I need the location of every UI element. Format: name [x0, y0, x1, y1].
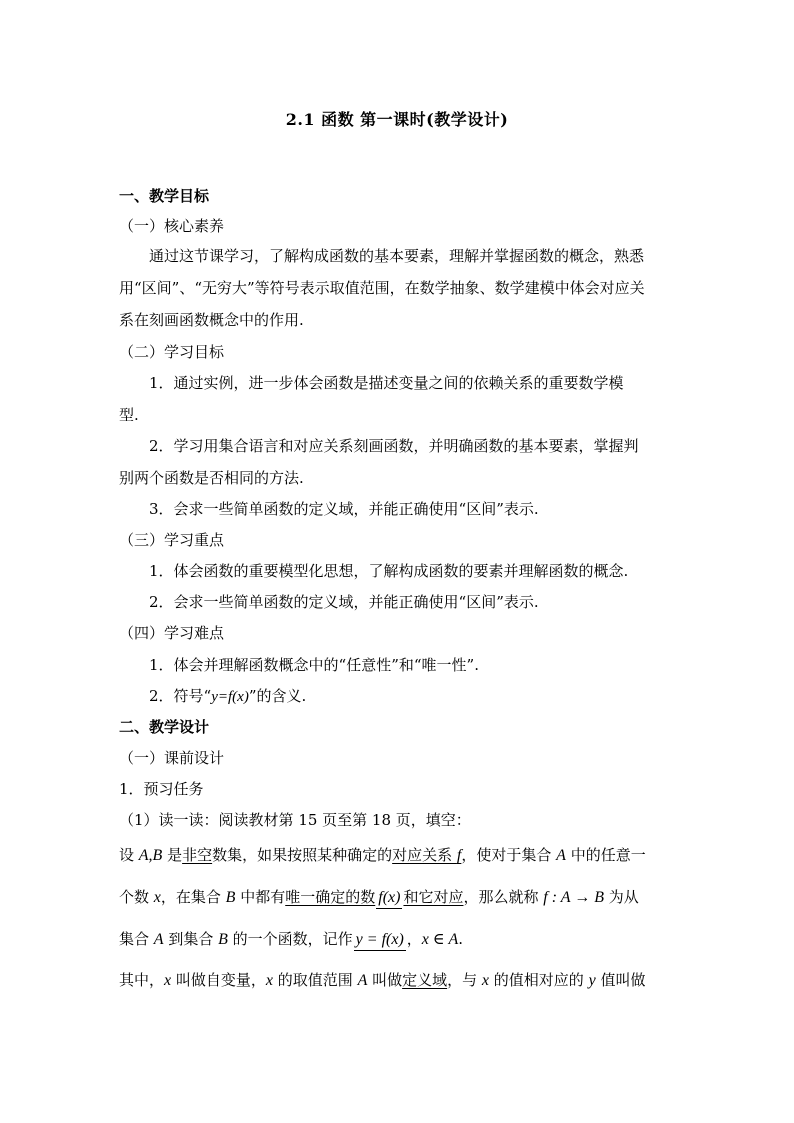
text: 其中， [119, 971, 165, 989]
math-x-in-A: x ∈ A [421, 931, 459, 948]
blank-f-of-x: f(x) [376, 888, 402, 909]
definition-line-2 [119, 887, 639, 909]
subheading-core-literacy: （一）核心素养 [119, 217, 225, 235]
preview-task-heading: 1．预习任务 [119, 780, 204, 798]
definition-line-1 [119, 845, 646, 866]
blank-correspondence [392, 846, 461, 864]
text: 数集，如果按照某种确定的 [212, 846, 393, 864]
text: 值叫做 [595, 971, 646, 989]
text: ，那么就称 [463, 888, 544, 906]
text: ， [406, 930, 422, 948]
math-x: x [265, 972, 274, 989]
text: 叫做自变量， [171, 971, 266, 989]
difficulty-2 [149, 686, 306, 707]
math-x: x [153, 889, 161, 906]
difficulty-2-prefix: 2．符号“ [149, 687, 212, 705]
math-f: f [456, 847, 462, 864]
subheading-learning-goals: （二）学习目标 [119, 343, 225, 361]
blank-corresponds: 和它对应 [403, 888, 464, 906]
subheading-key-points: （三）学习重点 [119, 531, 225, 549]
math-B: B [225, 889, 236, 906]
core-paragraph-line-2: 用“区间”、“无穷大”等符号表示取值范围，在数学抽象、数学建模中体会对应关 [119, 279, 645, 297]
text: 设 [119, 846, 139, 864]
text: 到集合 [163, 930, 219, 948]
key-point-2: 2．会求一些简单函数的定义域，并能正确使用“区间”表示. [149, 593, 539, 611]
definition-line-3 [119, 929, 463, 951]
text: 集合 [119, 930, 154, 948]
blank-domain: 定义域 [402, 971, 448, 989]
text: 的值相对应的 [489, 971, 589, 989]
difficulty-2-suffix: ”的含义. [248, 687, 307, 705]
math-A: A [556, 847, 566, 864]
text: ，在集合 [160, 888, 226, 906]
text: 个数 [119, 888, 154, 906]
text: 中的任意一 [565, 846, 646, 864]
section-heading-teaching-goals: 一、教学目标 [119, 187, 210, 205]
text: ，与 [447, 971, 482, 989]
math-x: x [481, 972, 490, 989]
goal-2-line-1: 2．学习用集合语言和对应关系刻画函数，并明确函数的基本要素，掌握判 [149, 437, 639, 455]
text: 的取值范围 [273, 971, 358, 989]
text: 中都有 [235, 888, 286, 906]
math-A-B: A,B [138, 847, 163, 864]
definition-line-4 [119, 970, 645, 991]
text: 的一个函数，记作 [227, 930, 353, 948]
blank-nonempty: 非空 [182, 846, 213, 864]
subheading-pre-class-design: （一）课前设计 [119, 749, 225, 767]
text: . [458, 930, 464, 948]
subheading-difficulties: （四）学习难点 [119, 624, 225, 642]
text: 为从 [604, 888, 639, 906]
math-A: A [153, 931, 164, 948]
math-A: A [357, 972, 368, 989]
math-x: x [164, 972, 172, 989]
text: ，使对于集合 [461, 846, 557, 864]
goal-1-line-2: 型. [119, 406, 139, 424]
section-heading-teaching-design: 二、教学设计 [119, 718, 210, 736]
document-title: 2.1 函数 第一课时(教学设计) [285, 110, 509, 129]
goal-3: 3．会求一些简单函数的定义域，并能正确使用“区间”表示. [149, 500, 539, 518]
math-B: B [218, 931, 228, 948]
math-f-A-to-B: f : A → B [543, 889, 604, 906]
goal-2-line-2: 别两个函数是否相同的方法. [119, 469, 304, 487]
goal-1-line-1: 1．通过实例，进一步体会函数是描述变量之间的依赖关系的重要数学模 [149, 374, 624, 392]
read-task-line: （1）读一读：阅读教材第 15 页至第 18 页，填空： [119, 811, 471, 829]
math-y: y [588, 972, 596, 989]
core-paragraph-line-3: 系在刻画函数概念中的作用. [119, 311, 304, 329]
key-point-1: 1．体会函数的重要模型化思想，了解构成函数的要素并理解函数的概念. [149, 562, 629, 580]
text: 叫做 [367, 971, 403, 989]
difficulty-2-math: y=f(x) [211, 689, 249, 705]
text: 是 [162, 846, 183, 864]
text: 对应关系 [392, 846, 457, 864]
difficulty-1: 1．体会并理解函数概念中的“任意性”和“唯一性”. [149, 656, 479, 674]
core-paragraph-line-1: 通过这节课学习，了解构成函数的基本要素，理解并掌握函数的概念，熟悉 [149, 247, 645, 265]
blank-unique-number: 唯一确定的数 [285, 888, 376, 906]
blank-y-equals-f-of-x: y = f(x) [354, 930, 406, 951]
